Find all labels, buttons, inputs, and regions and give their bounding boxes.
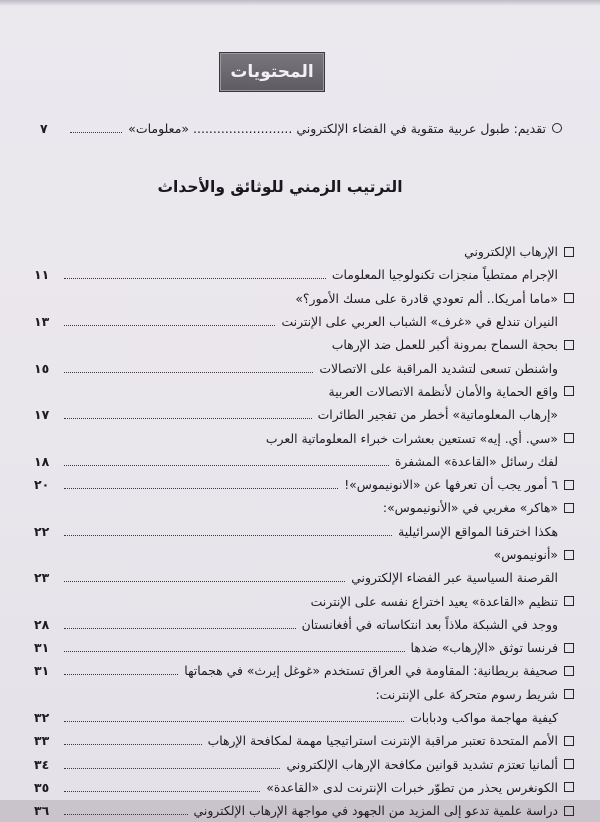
toc-entry-text: دراسة علمية تدعو إلى المزيد من الجهود في مواجهة الإرهاب الإلكتروني xyxy=(193,803,558,819)
leader-dots xyxy=(64,573,345,582)
intro-entry xyxy=(40,117,562,139)
toc-page-number: ١٧ xyxy=(34,407,50,423)
toc-row xyxy=(34,753,574,776)
toc-page-number: ١٥ xyxy=(34,360,50,376)
toc-page-number: ٣١ xyxy=(34,640,50,656)
checkbox-square-icon xyxy=(564,596,574,606)
toc-page-number: ٣٤ xyxy=(34,756,50,772)
checkbox-square-icon xyxy=(564,293,574,303)
toc-row xyxy=(34,520,574,543)
toc-entry-text: القرصنة السياسية عبر الفضاء الإلكتروني xyxy=(351,570,558,586)
page-top-shadow xyxy=(0,0,600,6)
toc-entry-text: ألمانيا تعتزم تشديد قوانين مكافحة الإرهاب الإلكتروني xyxy=(286,756,558,772)
leader-dots xyxy=(64,457,389,466)
toc-entry-text: «إرهاب المعلوماتية» أخطر من تفجير الطائرات xyxy=(317,407,558,423)
toc-page-number: ٣٦ xyxy=(34,803,50,819)
toc-entry-text: صحيفة بريطانية: المقاومة في العراق تستخدم «غوغل إيرث» في هجماتها xyxy=(184,663,558,679)
section-title: الترتيب الزمني للوثائق والأحداث xyxy=(157,178,403,196)
toc-entry-text: واقع الحماية والأمان لأنظمة الاتصالات العربية xyxy=(328,383,558,399)
toc-row xyxy=(34,613,574,636)
leader-dots xyxy=(70,124,122,133)
leader-dots xyxy=(64,270,326,279)
toc-row xyxy=(34,706,574,729)
checkbox-square-icon xyxy=(564,736,574,746)
toc-row xyxy=(34,356,574,379)
leader-dots xyxy=(64,666,178,675)
toc-row xyxy=(34,263,574,286)
checkbox-square-icon xyxy=(564,666,574,676)
toc-page-number: ١٣ xyxy=(34,314,50,330)
toc-row xyxy=(34,403,574,426)
toc-row xyxy=(34,426,574,449)
toc-entry-text: لفك رسائل «القاعدة» المشفرة xyxy=(394,453,558,469)
toc-row xyxy=(34,566,574,589)
toc-entry-text: الإجرام ممتطياً منجزات تكنولوجيا المعلومات xyxy=(331,267,558,283)
toc-entry-text: بحجة السماح بمرونة أكبر للعمل ضد الإرهاب xyxy=(331,337,558,353)
toc-row xyxy=(34,450,574,473)
leader-dots xyxy=(64,620,296,629)
leader-dots xyxy=(64,480,338,489)
checkbox-square-icon xyxy=(564,806,574,816)
toc-entry-text: الأمم المتحدة تعتبر مراقبة الإنترنت استراتيجيا مهمة لمكافحة الإرهاب xyxy=(207,733,558,749)
leader-dots xyxy=(64,317,275,326)
intro-page-number: ٧ xyxy=(40,120,48,136)
contents-title-box xyxy=(219,52,325,92)
toc-entry-text: ٦ أمور يجب أن تعرفها عن «الانونيموس»! xyxy=(344,477,558,493)
leader-dots xyxy=(64,783,260,792)
toc-row xyxy=(34,636,574,659)
toc-row xyxy=(34,799,574,822)
toc-entry-text: شريط رسوم متحركة على الإنترنت: xyxy=(375,686,558,702)
toc-row xyxy=(34,589,574,612)
toc-row xyxy=(34,287,574,310)
checkbox-square-icon xyxy=(564,480,574,490)
toc-page-number: ١٨ xyxy=(34,453,50,469)
toc-entry-text: «أنونيموس» xyxy=(493,547,558,562)
toc-page-number: ٣٥ xyxy=(34,779,50,795)
checkbox-square-icon xyxy=(564,689,574,699)
toc-row xyxy=(34,333,574,356)
toc-entry-text: فرنسا توثق «الإرهاب» ضدها xyxy=(410,640,558,656)
page-title: المحتويات xyxy=(230,62,314,82)
toc-entry-text: «ماما أمريكا.. ألم تعودي قادرة على مسك الأمور؟» xyxy=(295,290,558,306)
toc-row xyxy=(34,496,574,519)
leader-dots xyxy=(64,736,202,745)
toc-entry-text: واشنطن تسعى لتشديد المراقبة على الاتصالات xyxy=(319,360,558,376)
checkbox-square-icon xyxy=(564,386,574,396)
checkbox-square-icon xyxy=(564,759,574,769)
toc-page-number: ٣٢ xyxy=(34,710,50,726)
toc-entry-text: ووجد في الشبكة ملاذاً بعد انتكاساته في أفغانستان xyxy=(301,616,558,632)
leader-dots xyxy=(64,364,313,373)
toc-row xyxy=(34,543,574,566)
toc-page-number: ١١ xyxy=(34,267,50,283)
checkbox-square-icon xyxy=(564,433,574,443)
leader-dots xyxy=(64,643,405,652)
checkbox-square-icon xyxy=(564,782,574,792)
checkbox-square-icon xyxy=(564,643,574,653)
toc-page-number: ٢٢ xyxy=(34,523,50,539)
table-of-contents xyxy=(34,240,574,822)
toc-row xyxy=(34,473,574,496)
leader-dots xyxy=(64,410,312,419)
checkbox-square-icon xyxy=(564,550,574,560)
toc-page-number: ٢٨ xyxy=(34,616,50,632)
leader-dots xyxy=(64,806,188,815)
leader-dots xyxy=(64,527,392,536)
toc-page-number: ٢٣ xyxy=(34,570,50,586)
toc-entry-text: هكذا اخترقنا المواقع الإسرائيلية xyxy=(398,523,558,539)
toc-page-number: ٣١ xyxy=(34,663,50,679)
intro-label: تقديم: طبول عربية متقوية في الفضاء الإلكتروني ......................... «معلومات» xyxy=(128,120,546,136)
toc-row xyxy=(34,310,574,333)
toc-row xyxy=(34,729,574,752)
toc-entry-text: «هاكر» مغربي في «الأنونيموس»: xyxy=(382,500,558,516)
toc-entry-text: «سي. أي. إيه» تستعين بعشرات خبراء المعلوماتية العرب xyxy=(265,430,558,446)
toc-page-number: ٣٣ xyxy=(34,733,50,749)
leader-dots xyxy=(64,713,404,722)
leader-dots xyxy=(64,760,280,769)
bullet-circle-icon xyxy=(552,123,562,133)
toc-row xyxy=(34,659,574,682)
toc-row xyxy=(34,380,574,403)
toc-row xyxy=(34,776,574,799)
toc-page-number: ٢٠ xyxy=(34,477,50,493)
checkbox-square-icon xyxy=(564,503,574,513)
checkbox-square-icon xyxy=(564,247,574,257)
toc-entry-text: الكونغرس يحذر من تطوّر خبرات الإنترنت لدى «القاعدة» xyxy=(266,779,558,795)
toc-row xyxy=(34,683,574,706)
toc-entry-text: تنظيم «القاعدة» يعيد اختراع نفسه على الإنترنت xyxy=(310,593,558,609)
toc-row xyxy=(34,240,574,263)
toc-entry-text: الإرهاب الإلكتروني xyxy=(464,244,558,260)
toc-entry-text: النيران تندلع في «غرف» الشباب العربي على الإنترنت xyxy=(281,314,558,330)
checkbox-square-icon xyxy=(564,340,574,350)
toc-entry-text: كيفية مهاجمة مواكب ودبابات xyxy=(410,710,558,726)
